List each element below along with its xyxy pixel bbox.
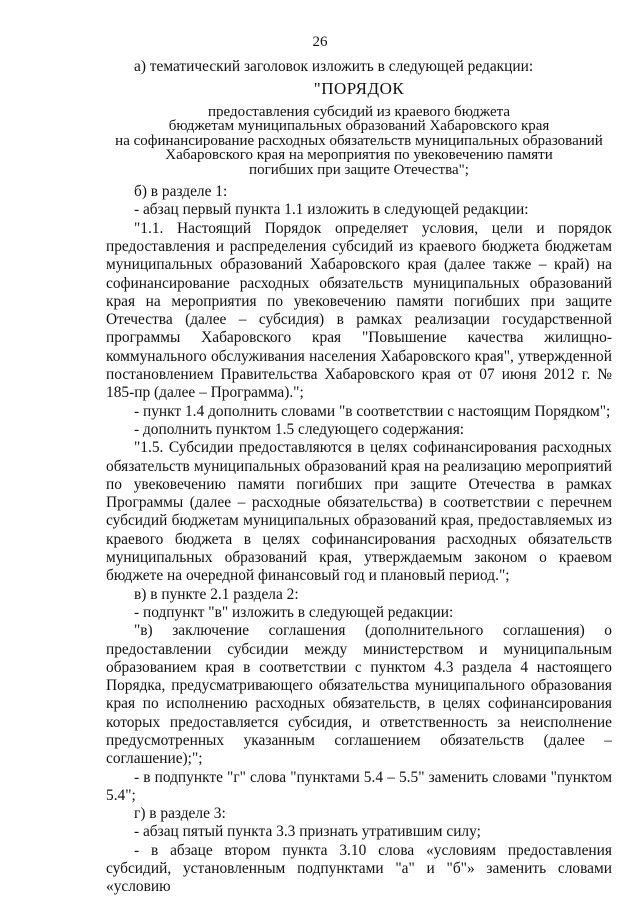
item-a-paragraph: а) тематический заголовок изложить в следующей редакции: [134, 58, 534, 75]
body-paragraph: - в подпункте "г" слова "пунктами 5.4 – 5.5" заменить словами "пунктом 5.4"; [106, 768, 612, 804]
item-v-heading: в) в пункте 2.1 раздела 2: [134, 585, 299, 603]
item-g-heading: г) в разделе 3: [134, 805, 226, 823]
page-number: 26 [312, 34, 328, 50]
title-line: предоставления субсидий из краевого бюджета [207, 103, 511, 120]
title-line: на софинансирование расходных обязательств муниципальных образований [115, 132, 603, 149]
title-line: Хабаровского края на мероприятия по увековечению памяти [165, 147, 553, 164]
body-paragraph: - в абзаце втором пункта 3.10 слова «условиям предоставления субсидий, установленным подпунктами "а" и "б"» заменить словами «условию [106, 841, 612, 896]
body-paragraph: - дополнить пунктом 1.5 следующего содержания: [134, 420, 465, 438]
order-title-subtitle [92, 105, 626, 178]
body-paragraph: - абзац пятый пункта 3.3 признать утратившим силу; [134, 823, 481, 841]
document-body [106, 58, 612, 897]
quoted-paragraph-1-1: "1.1. Настоящий Порядок определяет условия, цели и порядок предоставления и распределения субсидий из краевого бюджета бюджетам муниципальных образований Хабаровского края (далее также – край) на софинансирование расходных обязательств муниципальных образований края на мероприятия по увековечению памяти погибших при защите Отечества (далее – субсидия) в рамках реализации государственной программы Хабаровского края "Повышение качества жилищно-коммунального обслуживания населения Хабаровского края", утвержденной постановлением Правительства Хабаровского края от 07 июня 2012 г. № 185-пр (далее – Программа)."; [106, 219, 612, 402]
body-paragraph: - абзац первый пункта 1.1 изложить в следующей редакции: [134, 201, 529, 219]
quoted-paragraph-1-5: "1.5. Субсидии предоставляются в целях софинансирования расходных обязательств муниципальных образований края на реализацию мероприятий по увековечению памяти погибших при защите Отечества в рамках Программы (далее – расходные обязательства) в соответствии с перечнем субсидий бюджетам муниципальных образований края, предоставляемых из краевого бюджета в целях софинансирования расходных обязательств муниципальных образований края, утверждаемым законом о краевом бюджете на очередной финансовый год и плановый период."; [106, 439, 612, 585]
item-b-heading: б) в разделе 1: [134, 183, 228, 201]
title-line: бюджетам муниципальных образований Хабаровского края [168, 118, 550, 135]
body-paragraph: - подпункт "в" изложить в следующей редакции: [134, 603, 454, 621]
title-line: погибших при защите Отечества"; [249, 161, 469, 178]
order-title-heading: "ПОРЯДОК [313, 79, 405, 99]
quoted-paragraph-v: "в) заключение соглашения (дополнительного соглашения) о предоставлении субсидии между министерством и муниципальным образованием края в соответствии с пунктом 4.3 раздела 4 настоящего Порядка, предусматривающего обязательства муниципального образования края по исполнению расходных обязательств, в целях софинансирования которых предоставляется субсидия, и ответственность за неисполнение предусмотренных указанным соглашением обязательств (далее – соглашение);"; [106, 622, 612, 768]
body-paragraph: - пункт 1.4 дополнить словами "в соответствии с настоящим Порядком"; [134, 402, 611, 420]
